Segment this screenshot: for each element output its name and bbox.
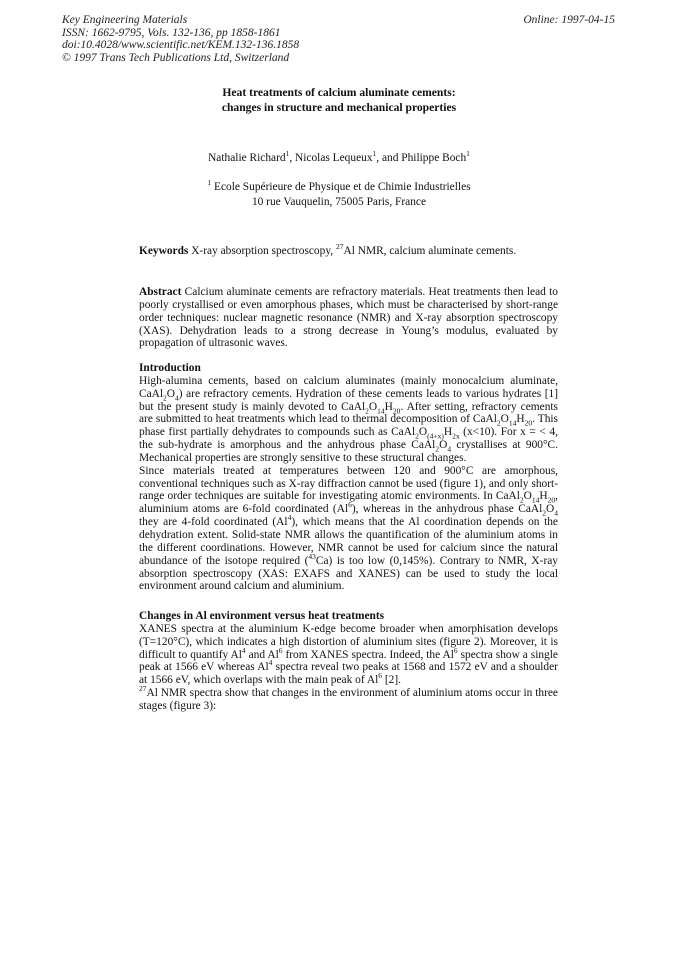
title-line-1: Heat treatments of calcium aluminate cements: — [222, 86, 456, 99]
title-line-2: changes in structure and mechanical properties — [221, 100, 457, 114]
text-run: H — [539, 490, 548, 503]
author-name: Nathalie Richard — [208, 152, 286, 164]
issn-line: ISSN: 1662-9795, Vols. 132-136, pp 1858-1861 — [62, 26, 281, 39]
section-heading-introduction: Introduction — [139, 362, 201, 374]
doi-line[interactable]: doi:10.4028/www.scientific.net/KEM.132-136.1858 — [62, 39, 300, 52]
text-run: ) are refractory cements. Hydration of these cements leads to various hydrates [1] but the present study is mainly devoted to CaAl — [139, 387, 558, 413]
text-run: O — [500, 413, 509, 426]
keywords-label: Keywords — [139, 245, 189, 257]
abstract-paragraph — [139, 286, 558, 350]
text-run: H — [516, 413, 525, 426]
text-run: from XANES spectra. Indeed, the Al — [282, 648, 454, 661]
subscript: 4 — [175, 392, 179, 402]
subscript: 14 — [508, 418, 517, 428]
paragraph — [139, 623, 558, 687]
author-name: Nicolas Lequeux — [295, 152, 373, 164]
text-run: O — [546, 503, 555, 516]
text-run: O — [418, 426, 428, 439]
text-run: ), whereas in the anhydrous phase CaAl — [351, 503, 543, 516]
subscript: 14 — [531, 495, 540, 505]
isotope-superscript: 27 — [335, 242, 344, 252]
text-run: H — [384, 400, 393, 413]
superscript: 6 — [378, 671, 383, 681]
abstract-label: Abstract — [139, 286, 182, 298]
affiliation-mark: 1 — [207, 178, 212, 188]
text-run: . This phase first partially dehydrates to compounds such as CaAl — [139, 413, 558, 439]
text-run: crystallises at 900°C. Mechanical properties are strongly sensitive to these structural changes. — [139, 439, 558, 464]
text-run: O — [166, 387, 176, 400]
paragraph — [139, 465, 558, 593]
paragraph — [139, 375, 558, 465]
text-run: O — [523, 490, 532, 503]
subscript: 4 — [554, 508, 559, 518]
affiliation-institution: Ecole Supérieure de Physique et de Chimie Industrielles — [211, 181, 471, 193]
keywords — [139, 242, 559, 257]
subscript: 2 — [519, 495, 524, 505]
text-run: XANES spectra at the aluminium K-edge become broader when amorphisation develops (T=120°C), which indicates a high distortion of aluminium sites (figure 2). Moreover, it is difficult to quantify Al — [139, 622, 558, 661]
text-run: (x<10). For x = < 4, the sub-hydrate is amorphous and the anhydrous phase CaAl — [139, 426, 558, 452]
changes-section — [139, 610, 558, 713]
subscript: 2 — [542, 508, 547, 518]
subscript: 2x — [452, 431, 460, 441]
subscript: 2 — [365, 405, 369, 415]
text-run: spectra reveal two peaks at 1568 and 1572 eV and a shoulder at 1566 eV, which overlaps with the main peak of Al — [139, 661, 558, 687]
superscript: 4 — [287, 513, 292, 523]
subscript: 20 — [547, 495, 556, 505]
affiliation — [0, 180, 678, 210]
superscript: 6 — [453, 645, 458, 655]
text-run: , aluminium atoms are 6-fold coordinated (Al — [139, 490, 558, 516]
superscript: 43 — [308, 551, 316, 561]
paper-title — [0, 86, 678, 115]
text-run: Ca) is too low (0,145%). Contrary to NMR, X-ray absorption spectroscopy (XAS: EXAFS and XANES) can be used to study the local environment around calcium and aluminium. — [139, 554, 558, 593]
online-date — [523, 14, 615, 27]
section-heading-changes: Changes in Al environment versus heat treatments — [139, 610, 385, 622]
subscript: 4 — [447, 444, 452, 454]
subscript: 2 — [435, 444, 440, 454]
journal-header — [62, 14, 299, 64]
affiliation-line-2: 10 rue Vauquelin, 75005 Paris, France — [251, 196, 427, 208]
abstract-section — [139, 286, 558, 350]
subscript: 20 — [524, 418, 533, 428]
text-run: [2]. — [382, 674, 401, 687]
journal-name: Key Engineering Materials — [62, 14, 188, 26]
abstract-text: Calcium aluminate cements are refractory materials. Heat treatments then lead to poorly crystallised or even amorphous phases, which must be characterised by short-range order techniques: nuclear magnetic resonance (NMR) and X-ray absorption spectroscopy (XAS). Dehydration leads to a strong decrease in Young’s modulus, evaluated by propagation of ultrasonic waves. — [139, 286, 558, 350]
author-affiliation-mark: 1 — [285, 149, 290, 159]
author-list — [0, 149, 678, 164]
subscript: 14 — [377, 405, 385, 415]
copyright-line: © 1997 Trans Tech Publications Ltd, Switzerland — [62, 51, 290, 64]
subscript: 20 — [392, 405, 401, 415]
text-run: O — [439, 439, 448, 452]
author-affiliation-mark: 1 — [466, 149, 470, 159]
online-date-text: Online: 1997-04-15 — [523, 14, 615, 26]
keywords-text: X-ray absorption spectroscopy, — [188, 245, 336, 257]
author-separator: , — [289, 152, 296, 164]
subscript: 2 — [415, 431, 419, 441]
author-separator: , and — [376, 152, 402, 164]
text-run: . After setting, refractory cements are submitted to heat treatments which lead to thermal decomposition of CaAl — [139, 400, 558, 426]
text-run: Al NMR spectra show that changes in the environment of aluminium atoms occur in three stages (figure 3): — [139, 687, 558, 712]
text-run: and Al — [245, 648, 279, 661]
text-run: spectra show a single peak at 1566 eV whereas Al — [139, 648, 558, 674]
text-run: High-alumina cements, based on calcium aluminates (mainly monocalcium aluminate, CaAl — [139, 374, 558, 400]
affiliation-line-1 — [0, 180, 678, 195]
text-run: ), which means that the Al coordination depends on the dehydration extent. Solid-state NMR allows the quantification of the aluminium atoms in the different coordinations. However, NMR cannot be used for calcium since the natural abundance of the isotope required ( — [139, 516, 558, 567]
subscript: 2 — [163, 392, 167, 402]
superscript: 6 — [348, 500, 352, 510]
text-run: Since materials treated at temperatures between 120 and 900°C are amorphous, conventional techniques such as X-ray diffraction cannot be used (figure 1), and only short-range order techniques are suitable for investigating atomic environments. In CaAl — [139, 464, 558, 503]
subscript: (4+x) — [427, 431, 444, 441]
superscript: 4 — [268, 658, 273, 668]
introduction-section — [139, 362, 558, 593]
text-run: O — [368, 400, 378, 413]
superscript: 6 — [278, 645, 283, 655]
superscript: 4 — [241, 645, 246, 655]
keywords-text: Al NMR, calcium aluminate cements. — [343, 245, 517, 257]
author-affiliation-mark: 1 — [372, 149, 377, 159]
text-run: they are 4-fold coordinated (Al — [139, 516, 288, 529]
paragraph — [139, 684, 558, 713]
subscript: 2 — [496, 418, 501, 428]
superscript: 27 — [139, 684, 147, 694]
author-name: Philippe Boch — [401, 152, 467, 164]
text-run: H — [443, 426, 453, 439]
